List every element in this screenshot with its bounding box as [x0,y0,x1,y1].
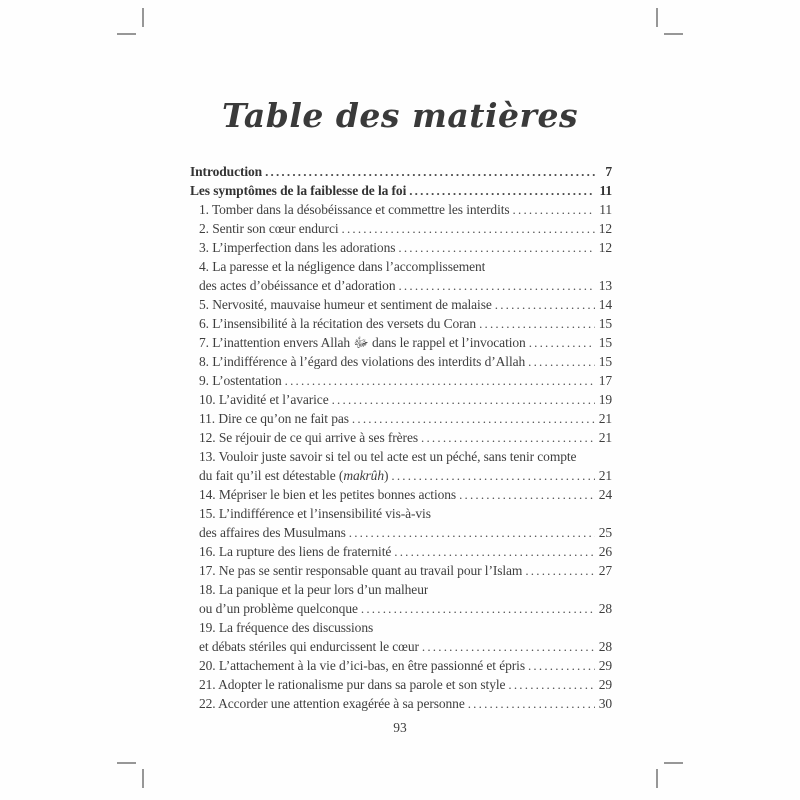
toc-row [190,162,612,181]
toc-row [190,637,612,656]
dot-leader [495,295,595,314]
toc-row [190,428,612,447]
crop-mark-bottom-right-vertical [656,769,658,788]
toc-row [190,333,612,352]
crop-mark-top-right-vertical [656,8,658,27]
toc-entry-text: 21. Adopter le rationalisme pur dans sa parole et son style [199,677,506,692]
toc-row [190,447,612,466]
toc-row [190,314,612,333]
dot-leader [508,675,595,694]
toc-entry-text: 7. L’inattention envers Allah ﷻ dans le rappel et l’invocation [199,335,526,350]
crop-mark-bottom-right-horizontal [664,762,683,764]
toc-entry-text-segment: ) [383,468,389,483]
dot-leader [528,656,595,675]
toc-page-number: 17 [598,373,612,388]
toc-row [190,523,612,542]
toc-page-number: 13 [598,278,612,293]
toc-page-number: 15 [598,335,612,350]
toc-page-number: 26 [598,544,612,559]
toc-entry-text: 2. Sentir son cœur endurci [199,221,339,236]
toc-row [190,580,612,599]
toc-page-number: 14 [598,297,612,312]
toc-page-number: 7 [605,164,612,179]
toc-row [190,371,612,390]
toc-page-number: 19 [598,392,612,407]
toc-row [190,504,612,523]
crop-mark-bottom-left-vertical [142,769,144,788]
folio-page-number: 93 [393,720,407,735]
toc-row [190,181,612,200]
toc-row [190,485,612,504]
toc-entry-text: 3. L’imperfection dans les adorations [199,240,396,255]
toc-row [190,238,612,257]
toc-entry-text: 18. La panique et la peur lors d’un malheur [199,582,429,597]
toc-page-number: 12 [598,240,612,255]
toc-page-number: 15 [598,316,612,331]
dot-leader [352,409,595,428]
page-title: Table des matières [221,96,579,135]
toc-page-number: 11 [599,202,612,217]
toc-page-number: 25 [598,525,612,540]
dot-leader [349,523,595,542]
toc-row [190,295,612,314]
dot-leader [421,428,595,447]
toc-entry-text: Les symptômes de la faiblesse de la foi [190,183,407,198]
toc-row [190,561,612,580]
toc-row [190,656,612,675]
toc-entry-text: 8. L’indifférence à l’égard des violations des interdits d’Allah [199,354,526,369]
toc-entry-text: et débats stériles qui endurcissent le cœur [199,639,419,654]
toc-entry-text: 1. Tomber dans la désobéissance et commettre les interdits [199,202,510,217]
toc-page-number: 21 [598,430,612,445]
toc-row [190,276,612,295]
dot-leader [513,200,595,219]
dot-leader [468,694,595,713]
toc-row [190,352,612,371]
toc-entry-text: 22. Accorder une attention exagérée à sa personne [199,696,465,711]
toc-entry-text: 5. Nervosité, mauvaise humeur et sentiment de malaise [199,297,492,312]
dot-leader [529,333,595,352]
dot-leader [285,371,595,390]
dot-leader [332,390,595,409]
toc-entry-text: 14. Mépriser le bien et les petites bonnes actions [199,487,457,502]
toc-row [190,675,612,694]
toc-page-number: 21 [598,468,612,483]
crop-mark-top-right-horizontal [664,33,683,35]
toc-list [190,162,612,713]
toc-entry-text: 19. La fréquence des discussions [199,620,374,635]
dot-leader [422,637,595,656]
toc-row [190,466,612,485]
toc-row [190,542,612,561]
toc-page-number: 29 [598,677,612,692]
crop-mark-top-left-horizontal [117,33,136,35]
dot-leader [342,219,596,238]
toc-page-number: 12 [598,221,612,236]
toc-row [190,599,612,618]
crop-mark-top-left-vertical [142,8,144,27]
toc-row [190,200,612,219]
dot-leader [479,314,595,333]
toc-page-number: 28 [598,601,612,616]
toc-page-number: 15 [598,354,612,369]
toc-entry-text: 13. Vouloir juste savoir si tel ou tel acte est un péché, sans tenir compte [199,449,577,464]
dot-leader [265,162,595,181]
dot-leader [459,485,595,504]
dot-leader [398,238,595,257]
toc-page-number: 24 [598,487,612,502]
toc-entry-text-segment: du fait qu’il est détestable ( [199,468,344,483]
toc-entry-text-segment: makrûh [343,468,384,483]
toc-row [190,257,612,276]
toc-entry-text: 12. Se réjouir de ce qui arrive à ses frères [199,430,419,445]
toc-row [190,618,612,637]
toc-entry-text: Introduction [190,164,263,179]
toc-entry-text: 20. L’attachement à la vie d’ici-bas, en être passionné et épris [199,658,525,673]
dot-leader [391,466,595,485]
toc-entry-text: 6. L’insensibilité à la récitation des versets du Coran [199,316,477,331]
toc-entry-text: 15. L’indifférence et l’insensibilité vis-à-vis [199,506,431,521]
crop-mark-bottom-left-horizontal [117,762,136,764]
toc-entry-text: des affaires des Musulmans [199,525,346,540]
toc-page-number: 11 [599,183,612,198]
toc-row [190,409,612,428]
toc-row [190,694,612,713]
toc-entry-text: 16. La rupture des liens de fraternité [199,544,392,559]
dot-leader [528,352,595,371]
toc-entry-text: 4. La paresse et la négligence dans l’accomplissement [199,259,486,274]
dot-leader [525,561,595,580]
toc-entry-text: ou d’un problème quelconque [199,601,358,616]
toc-entry-text [199,466,388,485]
toc-page-number: 21 [598,411,612,426]
toc-page-number: 30 [598,696,612,711]
toc-entry-text: des actes d’obéissance et d’adoration [199,278,396,293]
dot-leader [398,276,595,295]
toc-row [190,219,612,238]
toc-entry-text: 11. Dire ce qu’on ne fait pas [199,411,349,426]
toc-entry-text: 9. L’ostentation [199,373,282,388]
toc-entry-text: 17. Ne pas se sentir responsable quant au travail pour l’Islam [199,563,523,578]
dot-leader [361,599,595,618]
dot-leader [394,542,595,561]
toc-page-number: 27 [598,563,612,578]
toc-entry-text: 10. L’avidité et l’avarice [199,392,329,407]
dot-leader [409,181,595,200]
toc-row [190,390,612,409]
toc-page-number: 29 [598,658,612,673]
toc-page-number: 28 [598,639,612,654]
